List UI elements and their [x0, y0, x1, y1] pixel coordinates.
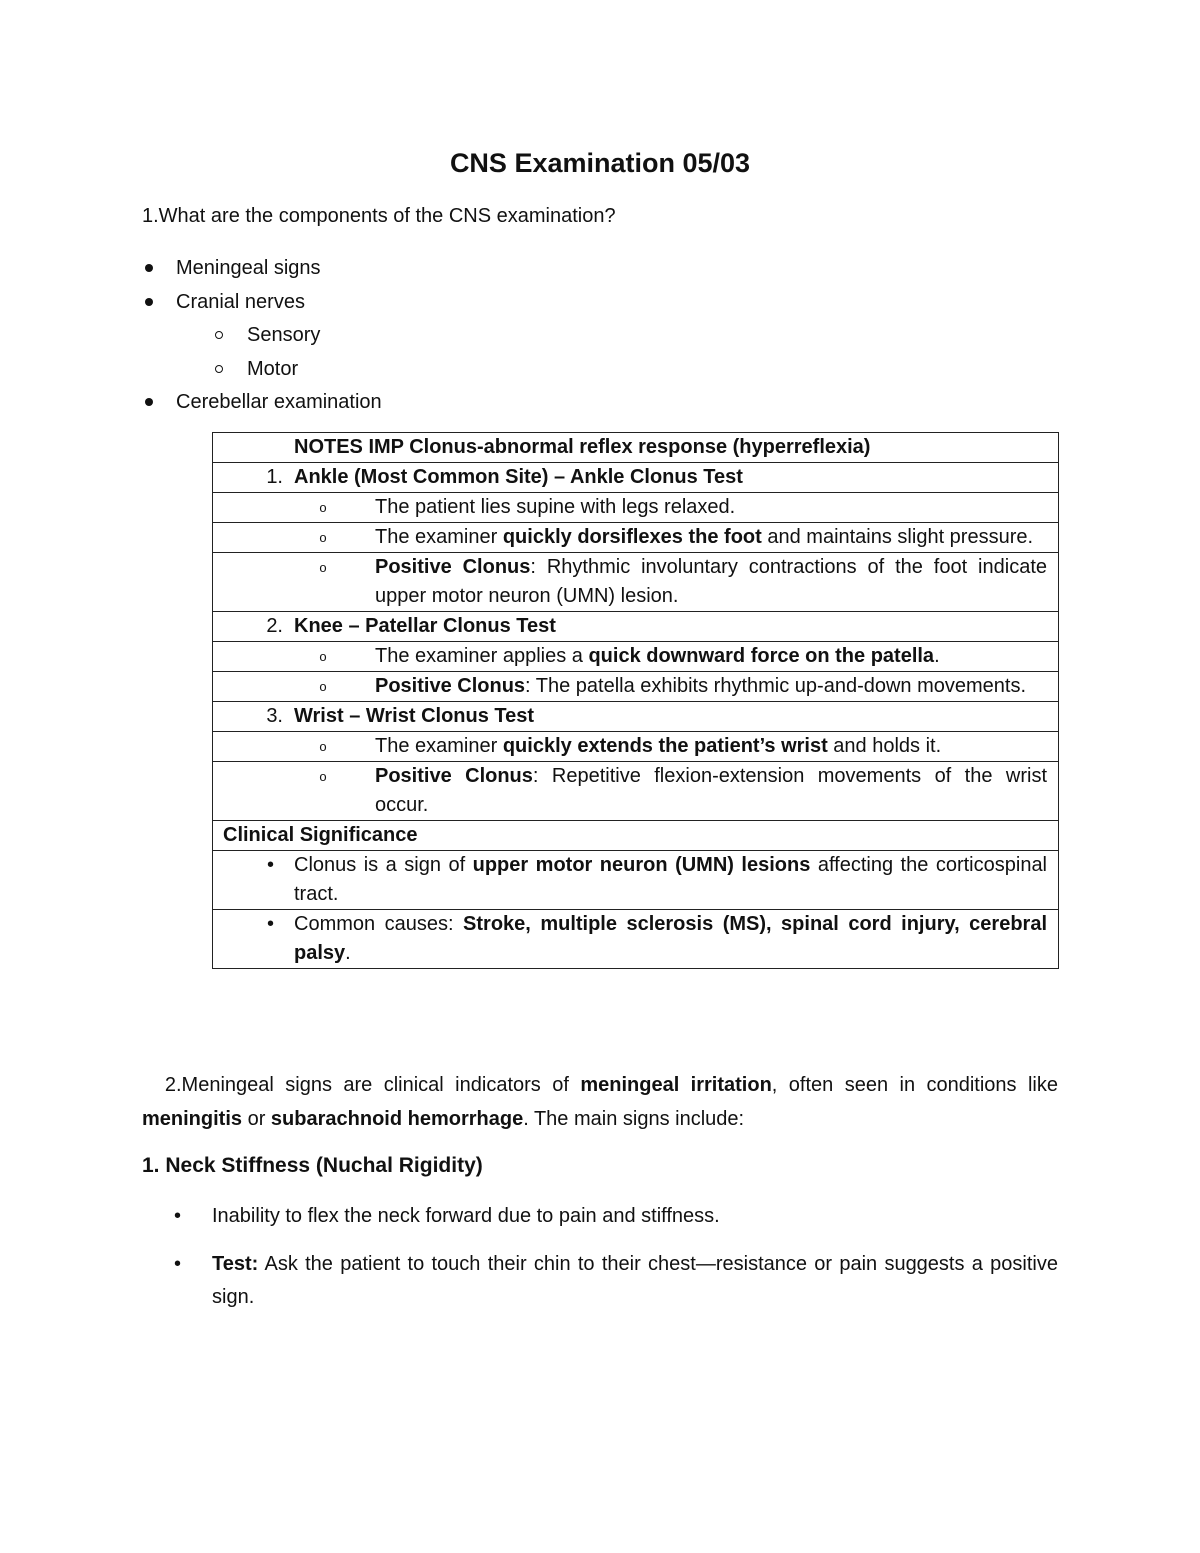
- table-row: [213, 553, 1059, 612]
- bullet-icon: •: [266, 854, 274, 876]
- table-row: [213, 702, 1059, 732]
- circle-bullet-icon: o: [319, 649, 327, 664]
- table-row: [213, 642, 1059, 672]
- section-heading: 1. Neck Stiffness (Nuchal Rigidity): [142, 1154, 483, 1177]
- list-item: • Test: Ask the patient to touch their chin to their chest—resistance or pain suggests a positive sign.: [142, 1248, 1058, 1314]
- section-title: Wrist – Wrist Clonus Test: [294, 705, 535, 727]
- sub-list-item: Sensory: [142, 319, 382, 353]
- page-title: CNS Examination 05/03: [449, 148, 751, 178]
- components-list: [142, 252, 382, 420]
- table-row: [213, 762, 1059, 821]
- bullet-list: [142, 1200, 1058, 1233]
- table-row: [213, 433, 1059, 463]
- table-row: [213, 672, 1059, 702]
- table-row: [213, 463, 1059, 493]
- section-2-intro: 2.Meningeal signs are clinical indicators of meningeal irritation, often seen in conditions like meningitis or subarachnoid hemorrhage. The main signs include:: [142, 1074, 1058, 1130]
- section-title: Ankle (Most Common Site) – Ankle Clonus Test: [294, 466, 743, 488]
- section-number: 1.: [266, 466, 283, 488]
- table-row: [213, 612, 1059, 642]
- circle-bullet-icon: o: [319, 560, 327, 575]
- circle-bullet-icon: o: [319, 500, 327, 515]
- bullet-text: Common causes: Stroke, multiple sclerosis (MS), spinal cord injury, cerebral palsy.: [294, 913, 1047, 964]
- section-title: Knee – Patellar Clonus Test: [294, 615, 556, 637]
- bullet-text: Clonus is a sign of upper motor neuron (UMN) lesions affecting the corticospinal tract.: [294, 854, 1048, 905]
- bullet-list: [142, 1248, 1058, 1314]
- circle-bullet-icon: o: [319, 530, 327, 545]
- clonus-notes-table: [212, 432, 1059, 969]
- list-item: Cerebellar examination: [142, 386, 382, 420]
- section-title: Clinical Significance: [223, 824, 418, 846]
- bullet-text: The examiner quickly dorsiflexes the foot and maintains slight pressure.: [375, 526, 1034, 548]
- table-row: [213, 910, 1059, 969]
- table-row: [213, 851, 1059, 910]
- table-row: [213, 523, 1059, 553]
- bullet-text: Positive Clonus: The patella exhibits rhythmic up-and-down movements.: [375, 675, 1027, 697]
- table-header-cell: [213, 433, 1059, 463]
- list-item: Cranial nerves: [142, 286, 382, 320]
- table-header: NOTES IMP Clonus-abnormal reflex response (hyperreflexia): [294, 436, 871, 458]
- list-item: Meningeal signs: [142, 252, 382, 286]
- section-number: 2.: [266, 615, 283, 637]
- table-row: [213, 732, 1059, 762]
- section-number: 3.: [266, 705, 283, 727]
- circle-bullet-icon: o: [319, 679, 327, 694]
- question-1: 1.What are the components of the CNS examination?: [142, 205, 616, 227]
- bullet-text: Positive Clonus: Repetitive flexion-extension movements of the wrist occur.: [375, 765, 1048, 816]
- table-row: [213, 821, 1059, 851]
- bullet-text: The examiner quickly extends the patient’s wrist and holds it.: [375, 735, 942, 757]
- sub-list-item: Motor: [142, 353, 382, 387]
- circle-bullet-icon: o: [319, 769, 327, 784]
- bullet-text: The patient lies supine with legs relaxed.: [375, 496, 736, 518]
- bullet-text: Positive Clonus: Rhythmic involuntary contractions of the foot indicate upper motor neuron (UMN) lesion.: [375, 556, 1047, 607]
- bullet-icon: •: [266, 913, 274, 935]
- table-row: [213, 493, 1059, 523]
- list-item: • Inability to flex the neck forward due to pain and stiffness.: [142, 1200, 1058, 1233]
- bullet-text: The examiner applies a quick downward force on the patella.: [375, 645, 940, 667]
- circle-bullet-icon: o: [319, 739, 327, 754]
